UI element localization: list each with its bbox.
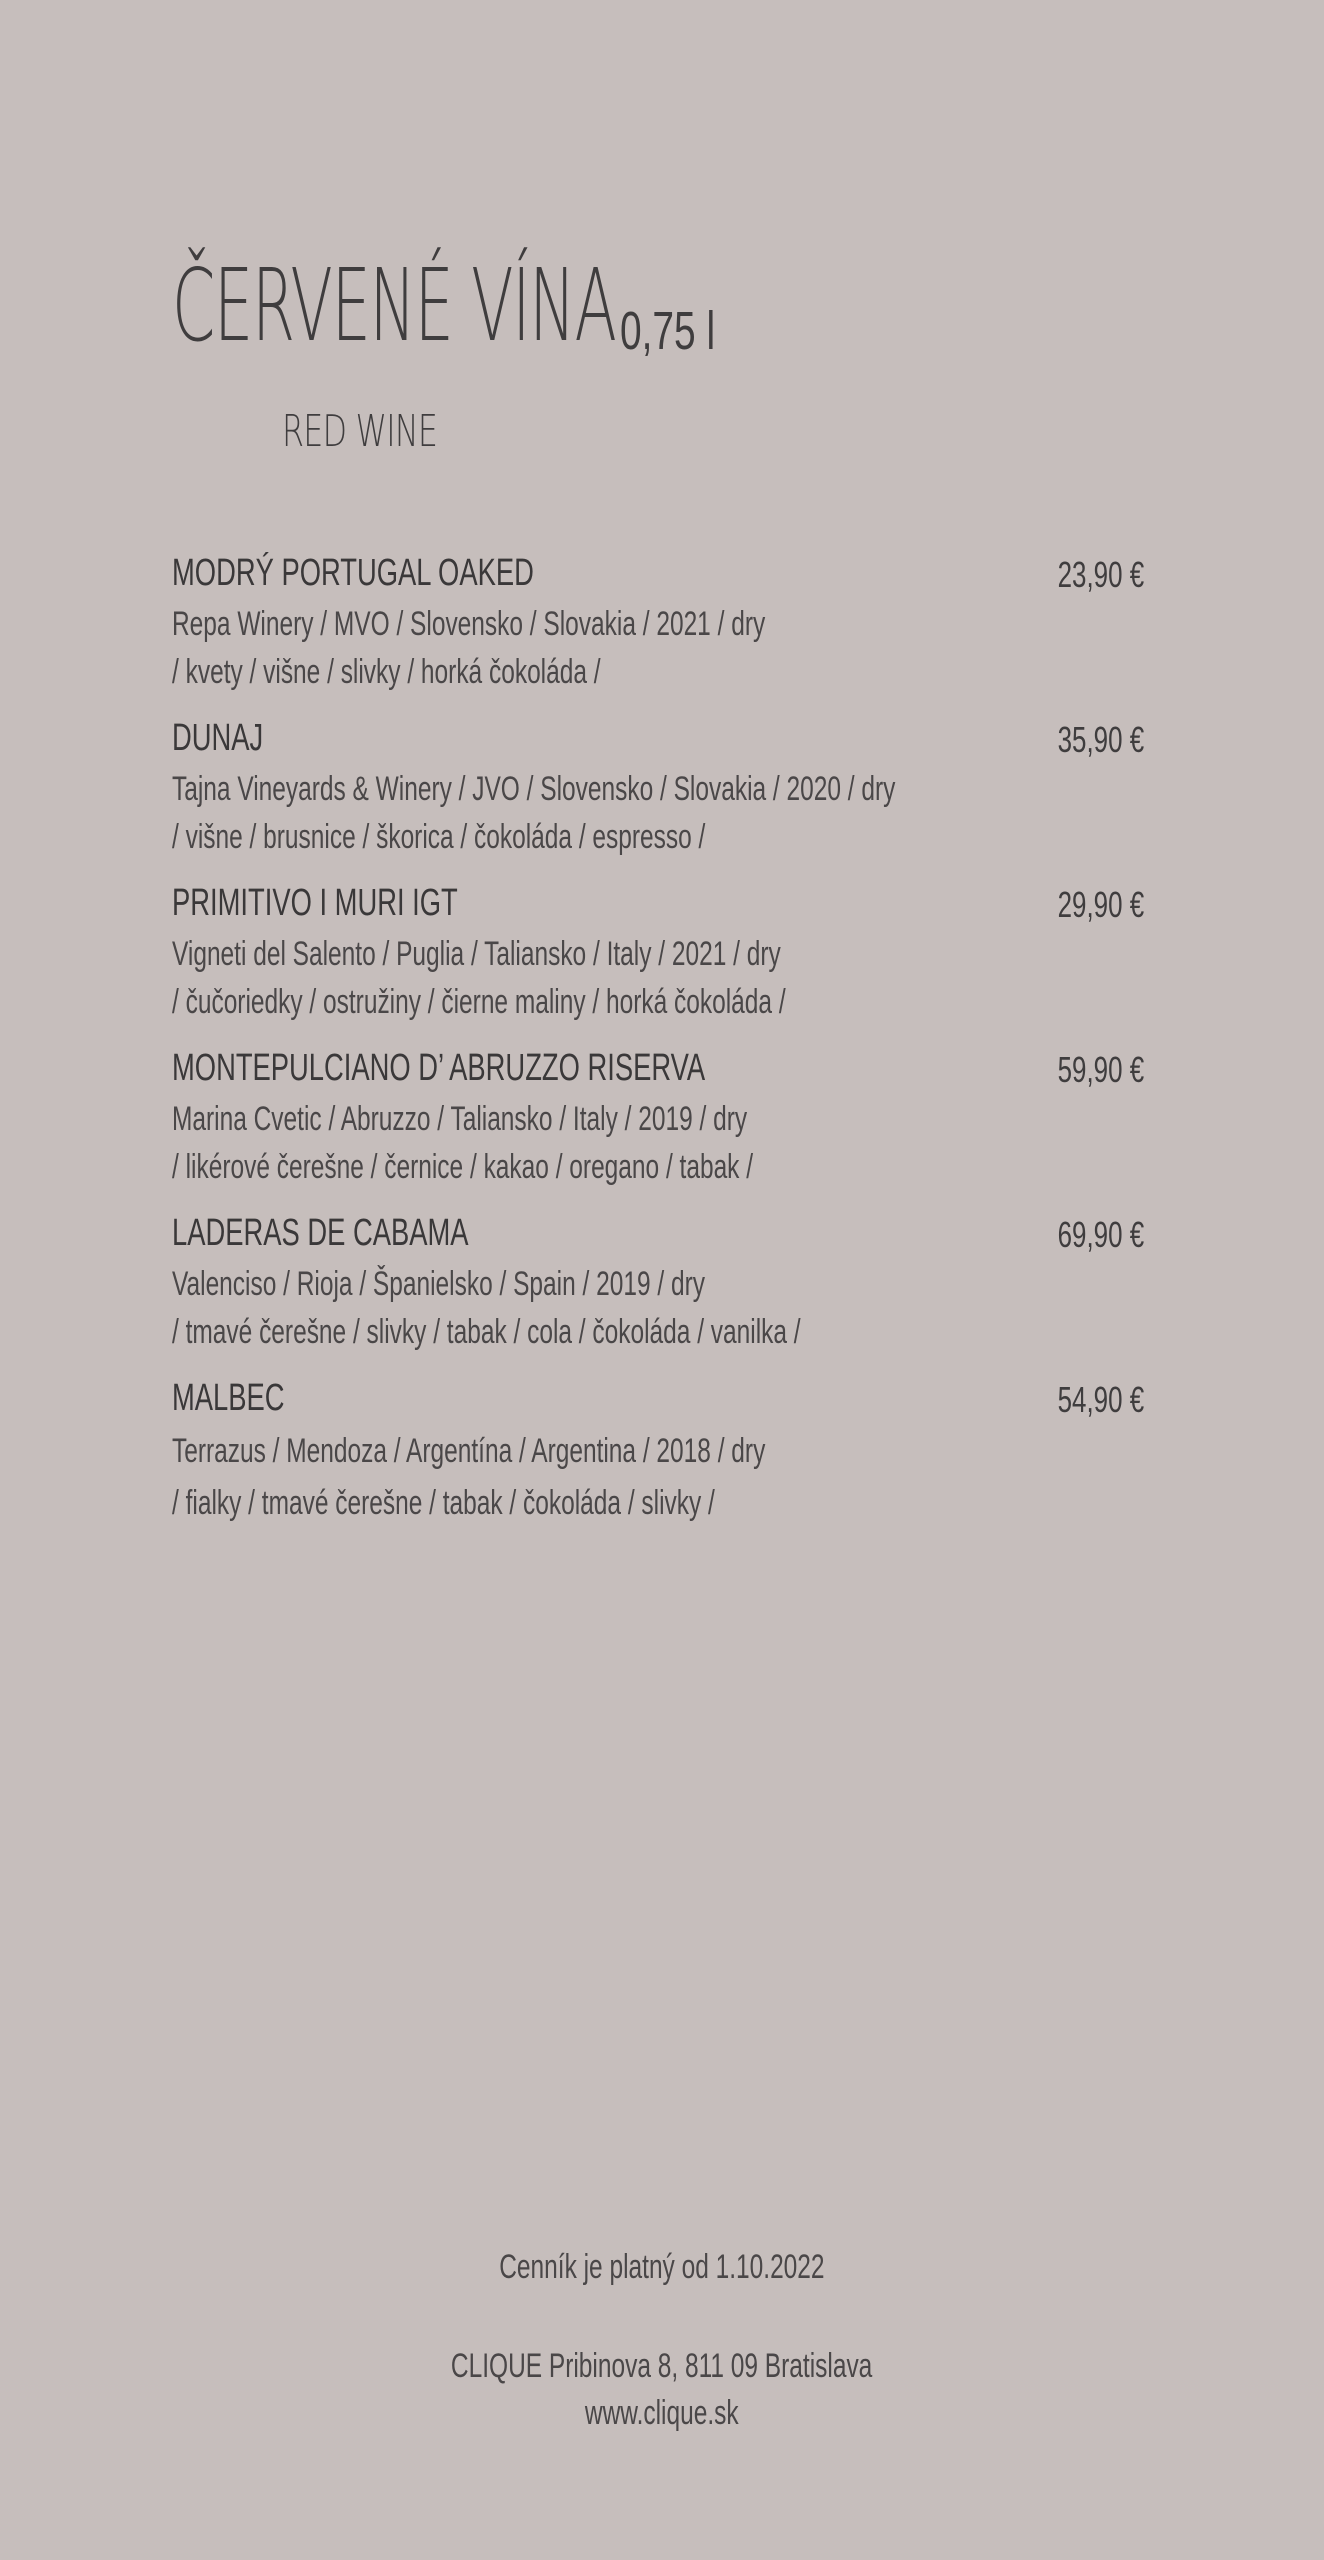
wine-description: [172, 600, 765, 696]
wine-price: 29,90 €: [1057, 884, 1144, 925]
wine-price: 35,90 €: [1057, 719, 1144, 760]
wine-price: 54,90 €: [1057, 1379, 1144, 1420]
wine-details: Vigneti del Salento / Puglia / Taliansko / Italy / 2021 / dry: [172, 935, 781, 973]
wine-details: Valenciso / Rioja / Španielsko / Spain / 2019 / dry: [172, 1265, 705, 1303]
wine-description: [172, 1260, 801, 1356]
wine-tasting-notes: / tmavé čerešne / slivky / tabak / cola / čokoláda / vanilka /: [172, 1313, 801, 1351]
wine-details: Marina Cvetic / Abruzzo / Taliansko / Italy / 2019 / dry: [172, 1100, 748, 1138]
wine-name: MONTEPULCIANO D’ ABRUZZO RISERVA: [172, 1047, 706, 1089]
list-item: [172, 548, 1144, 713]
wine-description: [172, 765, 895, 861]
wine-name: MODRÝ PORTUGAL OAKED: [172, 552, 534, 594]
wine-name: DUNAJ: [172, 717, 264, 759]
wine-details: Terrazus / Mendoza / Argentína / Argentina / 2018 / dry: [172, 1432, 766, 1470]
wine-tasting-notes: / čučoriedky / ostružiny / čierne maliny / horká čokoláda /: [172, 983, 786, 1021]
wine-description: [172, 930, 786, 1026]
list-item: [172, 878, 1144, 1043]
wine-name: PRIMITIVO I MURI IGT: [172, 882, 458, 924]
page-title: ČERVENÉ VÍNA: [172, 247, 616, 364]
wine-name: LADERAS DE CABAMA: [172, 1212, 469, 1254]
wine-name: MALBEC: [172, 1377, 285, 1419]
bottle-volume: 0,75 l: [620, 301, 716, 361]
menu-heading: [172, 247, 888, 364]
wine-details: Repa Winery / MVO / Slovensko / Slovakia / 2021 / dry: [172, 605, 766, 643]
venue-address-text: CLIQUE Pribinova 8, 811 09 Bratislava: [451, 2347, 873, 2385]
wine-details: Tajna Vineyards & Winery / JVO / Slovensko / Slovakia / 2020 / dry: [172, 770, 896, 808]
wine-tasting-notes: / likérové čerešne / černice / kakao / oregano / tabak /: [172, 1148, 754, 1186]
wine-price: 59,90 €: [1057, 1049, 1144, 1090]
wine-list: [172, 548, 1144, 1538]
wine-price: 23,90 €: [1057, 554, 1144, 595]
list-item: [172, 1043, 1144, 1208]
wine-description: [172, 1425, 765, 1529]
venue-website: [0, 2396, 1324, 2430]
wine-tasting-notes: / fialky / tmavé čerešne / tabak / čokoláda / slivky /: [172, 1484, 715, 1522]
price-validity-note: [0, 2250, 1324, 2284]
wine-tasting-notes: / višne / brusnice / škorica / čokoláda / espresso /: [172, 818, 706, 856]
wine-tasting-notes: / kvety / višne / slivky / horká čokoláda /: [172, 653, 601, 691]
page-subtitle: RED WINE: [282, 406, 438, 457]
website-link[interactable]: www.clique.sk: [585, 2394, 739, 2432]
wine-price: 69,90 €: [1057, 1214, 1144, 1255]
list-item: [172, 1208, 1144, 1373]
venue-address: [0, 2349, 1324, 2383]
wine-description: [172, 1095, 753, 1191]
price-validity-text: Cenník je platný od 1.10.2022: [499, 2248, 825, 2286]
list-item: [172, 713, 1144, 878]
list-item: [172, 1373, 1144, 1538]
